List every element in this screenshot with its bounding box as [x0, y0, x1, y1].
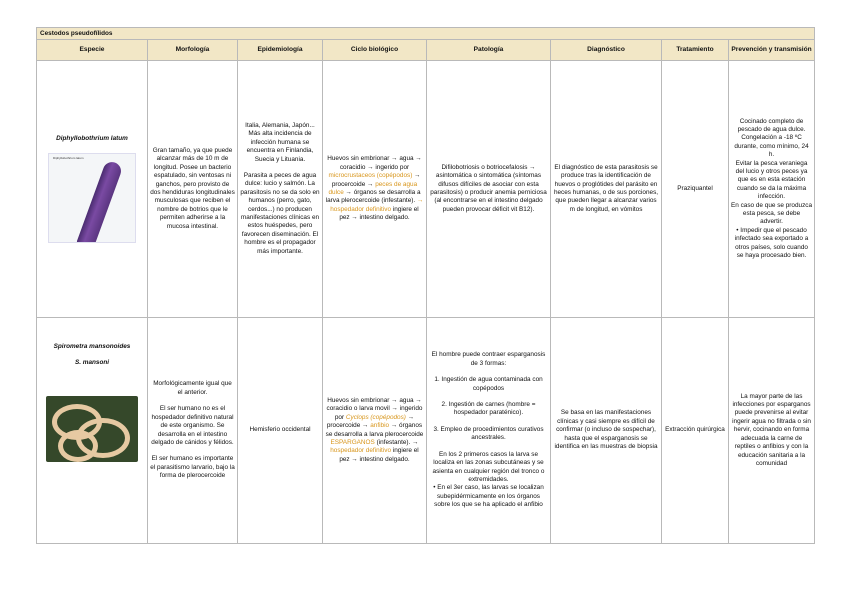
prevencion-text-1: Cocinado completo de pescado de agua dulce.	[737, 117, 806, 133]
table-title: Cestodos pseudofílidos	[37, 28, 815, 40]
image-label: Diphyllobothrium latum	[53, 156, 84, 161]
cell-morfologia: Gran tamaño, ya que puede alcanzar más de 10 m de longitud. Posee un bacterio espatulado, sin ventosas ni ganchos, pero provisto de dos hendiduras longitudinales musculosas que reciben el nombre de botrios que le permiten adherirse a la mucosa intestinal.	[148, 61, 238, 318]
cell-prevencion: La mayor parte de las infecciones por esparganos puede prevenirse al evitar ingerir agua no filtrada o sin hervir, cocinando en forma adecuada la carne de reptiles o anfibios y con la educación sanitaria a la comunidad	[729, 318, 815, 544]
epidemiologia-text-1: Italia, Alemania, Japón... Más alta incidencia de infección humana se encuentra en Finlandia, Suecia y Lituania.	[245, 121, 315, 163]
ciclo-text-g: (infestante). →	[376, 438, 419, 446]
header-especie: Especie	[37, 40, 148, 61]
ciclo-text-e: → órganos se desarrolla a larva plerocercoide (infestante).	[325, 189, 421, 205]
cell-especie	[37, 61, 148, 318]
prevencion-text-5: • Impedir que el pescado infectado sea exportado a otros países, solo cuando se haya procesado bien.	[734, 226, 809, 260]
table-row	[37, 61, 815, 318]
ciclo-host-1: Cyclops (copépodos)	[345, 413, 406, 421]
cell-diagnostico: El diagnóstico de esta parasitosis se produce tras la identificación de huevos o proglótides del parásito en heces humanas, o de sus porciones, que pueden llegar a alcanzar varios m de longitud, en vómitos	[551, 61, 662, 318]
morfologia-text-3: El ser humano es importante el parasitismo larvario, bajo la forma de plerocercoide	[150, 455, 235, 480]
prevencion-text-4: En caso de que se produzca esta pesca, se debe advertir.	[731, 201, 813, 226]
species-name: Spirometra mansonoides	[53, 343, 131, 350]
cell-ciclo	[323, 61, 427, 318]
ciclo-host-2: peces de agua dulce	[328, 180, 418, 196]
ciclo-text-a: Huevos sin embrionar → agua → coracidio → ingerido por	[327, 155, 422, 171]
ciclo-host-2: anfibio	[370, 422, 390, 430]
ciclo-host-3: hospedador definitivo	[330, 447, 392, 455]
document-table	[36, 27, 814, 544]
cell-especie	[37, 318, 148, 544]
morfologia-text-2: El ser humano no es el hospedador definitivo natural de este organismo. Se desarrolla en el intestino delgado de cánidos y félidos.	[151, 405, 234, 446]
ciclo-larva: ESPARGANOS	[330, 438, 375, 446]
patologia-text-4: 3. Empleo de procedimientos curativos ancestrales.	[433, 425, 544, 442]
ciclo-text-g: ingiere el pez → intestino delgado.	[339, 205, 419, 222]
patologia-text-1: El hombre puede contraer esparganosis de 3 formas:	[431, 351, 546, 367]
cell-patologia: Difilobotriosis o botriocefalosis → asintomática o sintomática (síntomas difusos difíciles de asociar con esta parasitosis) o producir anemia perniciosa (al encontrarse en el intestino delgado pueden provocar déficit vit B12).	[427, 61, 551, 318]
header-diagnostico: Diagnóstico	[551, 40, 662, 61]
prevencion-text-2: Congelación a -18 ºC durante, como mínimo, 24 h.	[734, 134, 809, 159]
cell-patologia	[427, 318, 551, 544]
cestodos-table	[36, 27, 815, 544]
ciclo-text-c: → procercoide →	[326, 413, 415, 430]
header-tratamiento: Tratamiento	[662, 40, 729, 61]
spirometra-image	[46, 396, 138, 462]
species-name-alt: S. mansoni	[74, 359, 110, 367]
cell-morfologia	[148, 318, 238, 544]
cell-ciclo	[323, 318, 427, 544]
ciclo-host-3: → hospedador definitivo	[330, 197, 424, 213]
table-row	[37, 318, 815, 544]
header-ciclo: Ciclo biológico	[323, 40, 427, 61]
cell-diagnostico: Se basa en las manifestaciones clínicas y casi siempre es difícil de confirmar (o incluso de sospechar), hasta que el esparganosis se identifica en las muestras de biopsia	[551, 318, 662, 544]
diphyllobothrium-image	[48, 153, 136, 243]
patologia-text-5: En los 2 primeros casos la larva se localiza en las zonas subcutáneas y se asienta en cualquier región del tronco o extremidades.	[432, 450, 545, 483]
header-prevencion: Prevención y transmisión	[729, 40, 815, 61]
ciclo-text-a: Huevos sin embrionar → agua → coracidio o larva movil → ingerido por	[326, 396, 423, 421]
cell-tratamiento: Extracción quirúrgica	[662, 318, 729, 544]
cell-tratamiento: Praziquantel	[662, 61, 729, 318]
species-name: Diphyllobothrium latum	[56, 134, 128, 142]
worm-illustration	[76, 160, 123, 243]
morfologia-text-1: Morfológicamente igual que el anterior.	[153, 380, 232, 396]
epidemiologia-text-2: Parasita a peces de agua dulce: lucio y salmón. La parasitosis no se da solo en humanos (perro, gato, cerdos...) no producen manifestaciones clínicas en estos huéspedes, pero favorecen diseminación. El hombre es el propagador más importante.	[240, 171, 320, 255]
ciclo-text-c: → procercoide →	[331, 172, 421, 188]
worm-loop	[58, 430, 98, 462]
cell-epidemiologia	[238, 61, 323, 318]
cell-epidemiologia: Hemisferio occidental	[238, 318, 323, 544]
patologia-text-6: • En el 3er caso, las larvas se localizan subepidérmicamente en los órganos sobre los que se ha aplicado el anfibio	[433, 484, 544, 509]
ciclo-text-e: → órganos se desarrolla a larva plerocercoide	[325, 422, 424, 438]
cell-prevencion	[729, 61, 815, 318]
header-morfologia: Morfología	[148, 40, 238, 61]
ciclo-text-i: ingiere el pez → intestino delgado.	[339, 447, 419, 463]
patologia-text-3: 2. Ingestión de carnes (hombre = hospedador paraténico).	[441, 401, 536, 417]
header-patologia: Patología	[427, 40, 551, 61]
ciclo-host-1: microcrustaceos (copépodos)	[328, 172, 413, 180]
patologia-text-2: 1. Ingestión de agua contaminada con copépodos	[434, 376, 543, 392]
header-epidemiologia: Epidemiología	[238, 40, 323, 61]
prevencion-text-3: Evitar la pesca veraniega del lucio y otros peces ya que es en esta estación cuando se da la máxima infección.	[735, 159, 808, 201]
